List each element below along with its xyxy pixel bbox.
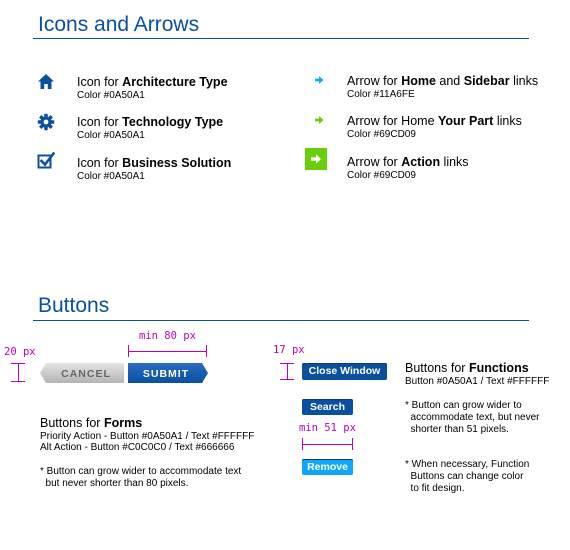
dimension-line <box>287 363 288 379</box>
remove-button[interactable]: Remove <box>302 459 353 475</box>
desc-suffix: links <box>493 114 522 128</box>
dimension-tick <box>206 345 207 357</box>
desc-color: Color #0A50A1 <box>77 90 145 101</box>
checkbox-checked-icon <box>37 152 55 170</box>
home-icon <box>37 73 55 90</box>
desc-prefix: Icon for <box>77 156 123 170</box>
icon-desc-business <box>77 156 231 182</box>
arrow-right-icon <box>315 116 324 124</box>
desc-prefix: Buttons for <box>40 416 104 430</box>
desc-color: Color #69CD09 <box>347 129 416 140</box>
desc-bold: Architecture Type <box>122 75 228 89</box>
desc-bold: Business Solution <box>122 156 232 170</box>
desc-bold: Home <box>401 74 436 88</box>
cancel-button-label: CANCEL <box>61 368 111 380</box>
forms-description <box>40 416 254 453</box>
dimension-line <box>128 351 207 352</box>
section-title-icons: Icons and Arrows <box>38 13 200 36</box>
forms-priority-line: Priority Action - Button #0A50A1 / Text #FFFFFF <box>40 431 255 442</box>
dimension-line <box>302 444 353 445</box>
section-divider <box>33 38 529 39</box>
desc-color: Color #69CD09 <box>347 170 416 181</box>
functions-description <box>405 361 549 387</box>
desc-prefix: Icon for <box>77 75 123 89</box>
section-divider <box>33 320 529 321</box>
dimension-tick <box>280 379 294 380</box>
gear-icon <box>37 113 55 131</box>
dimension-line <box>18 363 19 381</box>
dimension-label-min-width: min 51 px <box>299 422 356 434</box>
submit-button[interactable] <box>128 363 208 383</box>
icon-desc-technology <box>77 115 223 141</box>
functions-note-color: * When necessary, Function Buttons can change color to fit design. <box>405 459 530 494</box>
arrow-desc-home-sidebar <box>347 74 538 100</box>
forms-note: * Button can grow wider to accommodate text but never shorter than 80 pixels. <box>40 466 242 489</box>
desc-bold: Technology Type <box>122 115 224 129</box>
functions-note-width: * Button can grow wider to accommodate text, but never shorter than 51 pixels. <box>405 400 540 435</box>
desc-color: Color #11A6FE <box>347 89 415 100</box>
arrow-right-icon <box>315 76 324 84</box>
desc-color: Color #0A50A1 <box>77 130 145 141</box>
desc-bold: Functions <box>468 361 529 375</box>
arrow-desc-action <box>347 155 469 181</box>
desc-bold: Sidebar <box>463 74 510 88</box>
icon-desc-architecture <box>77 75 228 101</box>
dimension-tick <box>352 438 353 450</box>
functions-color-line: Button #0A50A1 / Text #FFFFFF <box>405 376 550 387</box>
close-window-button[interactable]: Close Window <box>302 363 387 380</box>
dimension-tick <box>11 381 25 382</box>
arrow-box-icon <box>305 148 327 170</box>
desc-bold: Action <box>401 155 441 169</box>
submit-button-label: SUBMIT <box>142 368 190 380</box>
forms-alt-line: Alt Action - Button #C0C0C0 / Text #666666 <box>40 442 235 453</box>
desc-prefix: Arrow for <box>347 155 402 169</box>
desc-prefix: Icon for <box>77 115 123 129</box>
arrow-desc-your-part <box>347 114 522 140</box>
dimension-label-height: 17 px <box>273 344 305 356</box>
desc-color: Color #0A50A1 <box>77 171 145 182</box>
dimension-label-height: 20 px <box>4 346 36 358</box>
desc-mid: and <box>435 74 464 88</box>
desc-suffix: links <box>509 74 539 88</box>
desc-bold: Your Part <box>438 114 494 128</box>
desc-bold: Forms <box>103 416 143 430</box>
dimension-label-min-width: min 80 px <box>139 330 196 342</box>
cancel-button[interactable] <box>40 363 124 383</box>
search-button[interactable]: Search <box>302 399 353 415</box>
desc-prefix: Buttons for <box>405 361 469 375</box>
desc-prefix: Arrow for Home <box>347 114 438 128</box>
desc-suffix: links <box>440 155 469 169</box>
desc-prefix: Arrow for <box>347 74 402 88</box>
section-title-buttons: Buttons <box>38 294 110 317</box>
